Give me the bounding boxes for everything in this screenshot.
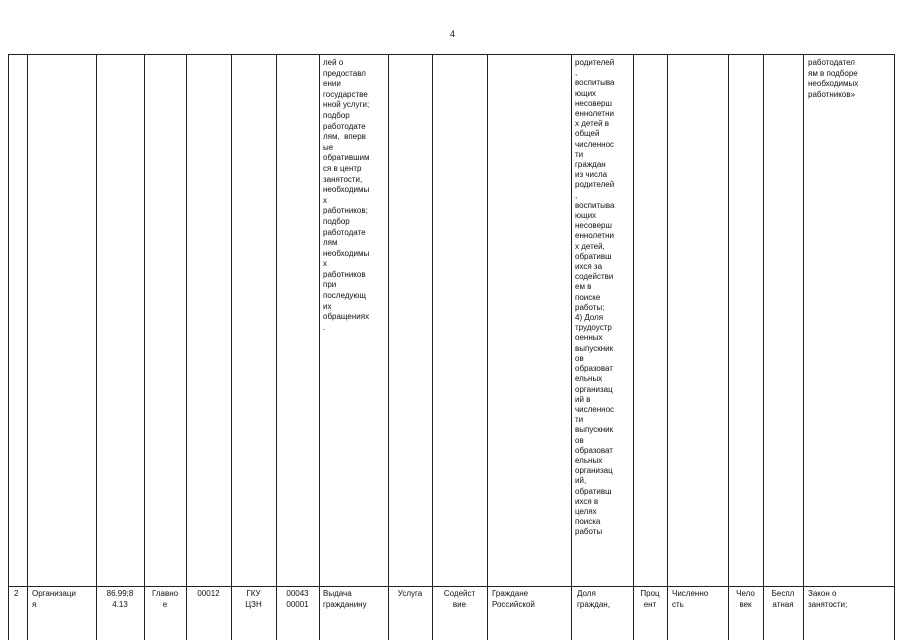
- column-border: [633, 54, 634, 640]
- row-separator: [8, 586, 895, 587]
- column-border: [144, 54, 145, 640]
- cell-legal-basis-continued: работодател ям в подборе необходимых работников»: [808, 58, 859, 99]
- column-border: [487, 54, 488, 640]
- cell-payment: Беспл атная: [771, 589, 795, 609]
- cell-service-name: Выдача гражданину: [323, 589, 367, 609]
- column-border: [186, 54, 187, 640]
- column-border: [27, 54, 28, 640]
- column-border: [276, 54, 277, 640]
- cell-quality-indicator: Доля граждан,: [577, 589, 610, 609]
- page-number: 4: [449, 29, 455, 39]
- column-border: [571, 54, 572, 640]
- cell-code: 00012: [197, 589, 220, 598]
- column-border: [728, 54, 729, 640]
- cell-consumers: Граждане Российской: [492, 589, 535, 609]
- cell-legal-basis: Закон о занятости;: [808, 589, 848, 609]
- cell-institution: ГКУ ЦЗН: [245, 589, 262, 609]
- column-border: [803, 54, 804, 640]
- column-border: [96, 54, 97, 640]
- table-top-border: [8, 54, 895, 55]
- cell-service-content: Содейст вие: [443, 589, 476, 609]
- column-border: [388, 54, 389, 640]
- column-border: [8, 54, 9, 640]
- cell-organization: Организаци я: [32, 589, 76, 609]
- cell-registry-number: 00043 00001: [286, 589, 309, 609]
- cell-indicator-unit: Проц ент: [640, 589, 660, 609]
- cell-row-number: 2: [14, 589, 19, 598]
- cell-volume-unit: Чело век: [736, 589, 755, 609]
- column-border: [763, 54, 764, 640]
- cell-okved: 86.99;8 4.13: [106, 589, 134, 609]
- column-border: [319, 54, 320, 640]
- cell-volume-indicator: Численно сть: [672, 589, 709, 609]
- cell-chief-administrator: Главно е: [151, 589, 179, 609]
- column-border: [231, 54, 232, 640]
- column-border: [667, 54, 668, 640]
- column-border: [894, 54, 895, 640]
- cell-service-description-continued: лей о предоставл ении государстве нной услуги; подбор работодате лям, вперв ые обратившим ся в центр занятости, необходимы х работников; подбор работодате лям необходимы х работников при последующ их обращениях .: [323, 58, 370, 332]
- cell-service-type: Услуга: [397, 589, 423, 598]
- cell-indicators-continued: родителей , воспитыва ющих несоверш еннолетни х детей в общей численнос ти граждан из числа родителей , воспитыва ющих несоверш еннолетни х детей, обративш ихся за содействи ем в поиске работы; 4) Доля трудоустр оенных выпускник ов образоват ельных организац ий в численнос ти выпускник ов образоват ельных организац ий, обративш ихся в целях поиска работы: [575, 58, 615, 537]
- column-border: [432, 54, 433, 640]
